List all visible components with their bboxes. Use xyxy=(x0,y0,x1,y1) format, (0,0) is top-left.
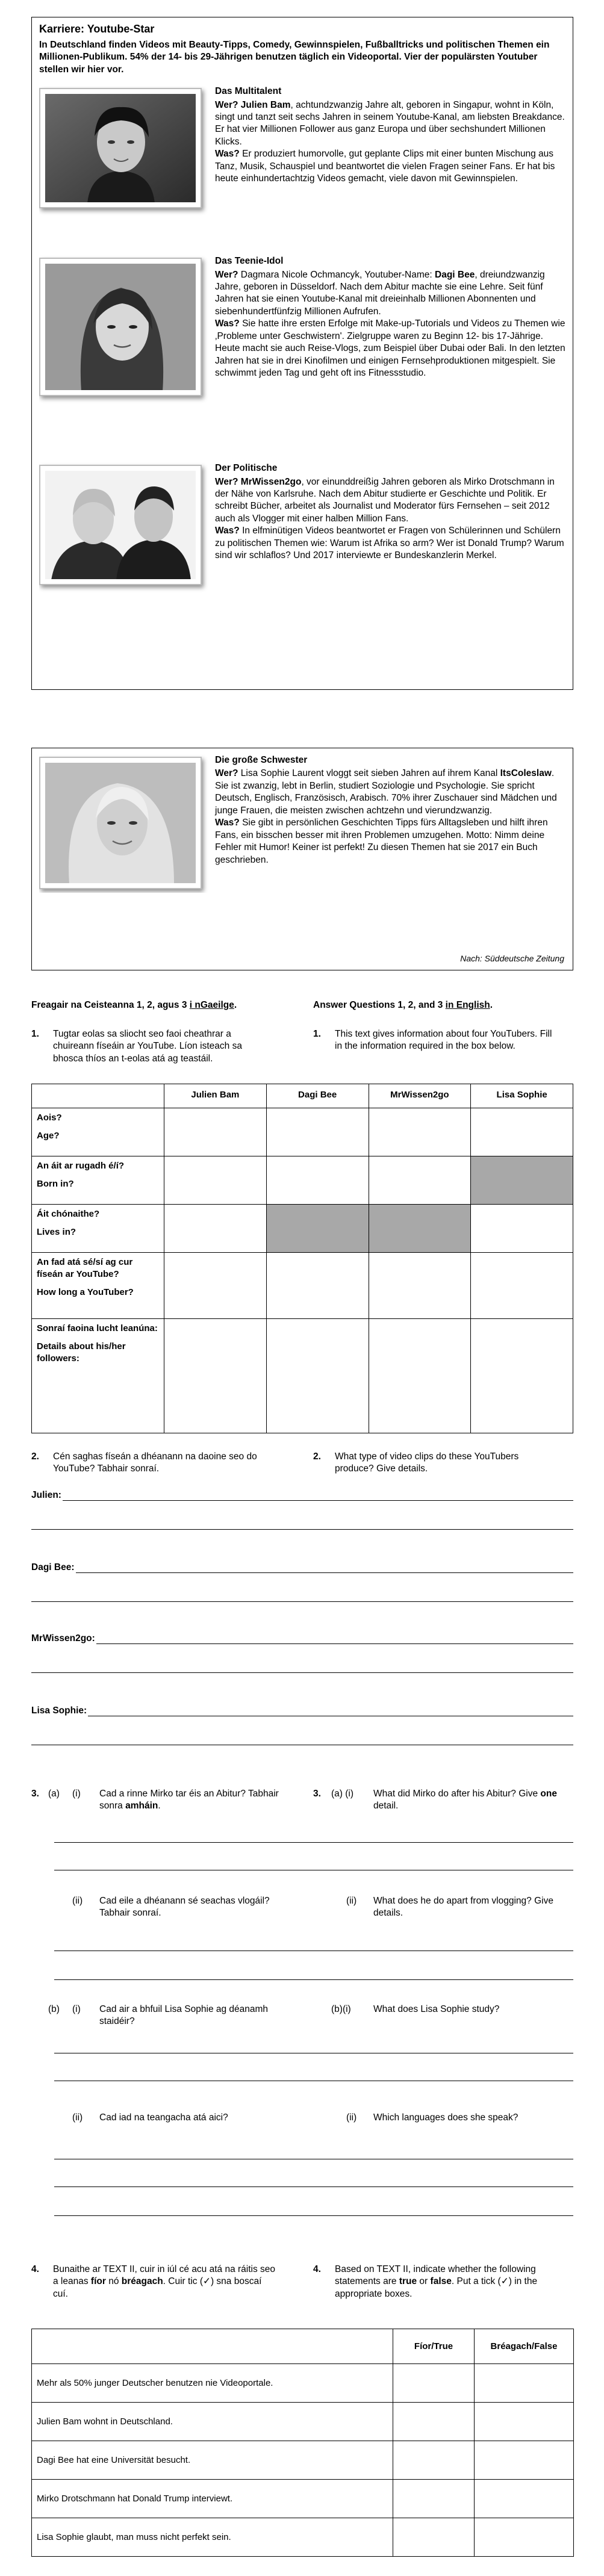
section-wer: Wer? MrWissen2go, vor einunddreißig Jahren geboren als Mirko Drotschmann in der Nähe von Karlsruhe. Nach dem Abitur studierte er Geschichte und Politik. Er schreibt Bücher, arbeitet als Journalist und Moderator fürs Fernsehen – seit 2012 auch als Vlogger mit einer halben Million Fans. xyxy=(215,476,555,524)
true-tick-box[interactable] xyxy=(393,2441,475,2480)
section-heading: Das Teenie-Idol xyxy=(215,256,284,267)
mrwissen2go-photo xyxy=(39,465,202,585)
shaded-cell xyxy=(266,1205,369,1253)
q3-bii-english: Which languages does she speak? xyxy=(373,2112,518,2123)
section-was: Was? Sie gibt in persönlichen Geschichten Tipps fürs Alltagsleben und hilft ihren Fans, ein bisschen besser mit ihren Problemen umzugehen. Motto: Nimm deine Fehler mit Humor! Keiner ist perfekt! Zu diesen Themen hat sie 2017 ein Buch geschrieben. xyxy=(215,818,548,865)
q4-irish: 4. Bunaithe ar TEXT II, cuir in iúl cé acu atá na ráitis seo a leanas fíor nó bréagach. Cuir tic (✓) sna boscaí cuí. xyxy=(31,2264,276,2299)
portrait-two-people-image xyxy=(45,471,196,579)
answer-line[interactable] xyxy=(54,2186,573,2187)
true-column-header: Fíor/True xyxy=(393,2329,475,2364)
section-wer: Wer? Julien Bam, achtundzwanzig Jahre alt, geboren in Singapur, wohnt in Köln, singt und tanzt seit sechs Jahren in seinem Youtube-Kanal, am liebsten Breakdance. Er hat vier Millionen Follower aus ganz Europa und über sechshundert Millionen Klicks. xyxy=(215,99,565,147)
instruction-english: Answer Questions 1, 2, and 3 in English. xyxy=(313,1000,493,1010)
false-tick-box[interactable] xyxy=(475,2480,574,2518)
section-heading: Die große Schwester xyxy=(215,755,308,765)
statement-text: Dagi Bee hat eine Universität besucht. xyxy=(32,2441,393,2480)
answer-cell[interactable] xyxy=(266,1156,369,1205)
q3-b-right: (b)(i) xyxy=(331,2004,351,2014)
instruction-irish: Freagair na Ceisteanna 1, 2, agus 3 i nGaeilge. xyxy=(31,1000,237,1010)
answer-cell[interactable] xyxy=(266,1319,369,1433)
section-grosse-schwester xyxy=(39,754,565,893)
answer-cell[interactable] xyxy=(164,1156,267,1205)
dagi-bee-photo xyxy=(39,258,202,396)
text-box-1 xyxy=(31,17,573,690)
youtuber-name: ItsColeslaw xyxy=(500,768,552,779)
answer-cell[interactable] xyxy=(471,1205,573,1253)
statement-row xyxy=(32,2364,574,2403)
q3-aii-irish: Cad eile a dhéanann sé seachas vlogáil? Tabhair sonraí. xyxy=(99,1896,270,1919)
answer-cell[interactable] xyxy=(471,1253,573,1319)
q4-english: 4. Based on TEXT II, indicate whether the following statements are true or false. Put a tick (✓) in the appropriate boxes. xyxy=(313,2264,538,2299)
q3-ai-irish: Cad a rinne Mirko tar éis an Abitur? Tabhair sonra amháin. xyxy=(99,1789,279,1811)
statement-row xyxy=(32,2403,574,2441)
julien-label: Julien: xyxy=(31,1489,63,1501)
answer-line[interactable] xyxy=(31,1572,573,1573)
true-tick-box[interactable] xyxy=(393,2364,475,2403)
answer-line[interactable] xyxy=(31,1601,573,1602)
table-row-age: Aois? Age? xyxy=(32,1108,573,1156)
true-tick-box[interactable] xyxy=(393,2480,475,2518)
lisa-sophie-photo xyxy=(39,757,202,889)
lisa-sophie-label: Lisa Sophie: xyxy=(31,1705,88,1717)
article-intro: In Deutschland finden Videos mit Beauty-Tipps, Comedy, Gewinnspielen, Fußballtricks und politischen Themen ein Millionen-Publikum. 54% der 14- bis 29-Jährigen benutzen täglich ein Videoportal. Vier der populärsten Youtuber stellen wir hier vor. xyxy=(39,39,550,75)
statement-row xyxy=(32,2480,574,2518)
answer-cell[interactable] xyxy=(164,1108,267,1156)
q3-ai-english: What did Mirko do after his Abitur? Give one detail. xyxy=(373,1789,557,1811)
youtuber-name: Dagi Bee xyxy=(435,269,475,280)
statement-text: Mehr als 50% junger Deutscher benutzen nie Videoportale. xyxy=(32,2364,393,2403)
shaded-cell xyxy=(471,1156,573,1205)
answer-cell[interactable] xyxy=(164,1205,267,1253)
answer-cell[interactable] xyxy=(164,1253,267,1319)
portrait-woman-image xyxy=(45,264,196,390)
answer-cell[interactable] xyxy=(266,1253,369,1319)
q3-aii-num: (ii) xyxy=(72,1896,83,1906)
table-row-born: An áit ar rugadh é/í? Born in? xyxy=(32,1156,573,1205)
mrwissen2go-label: MrWissen2go: xyxy=(31,1633,96,1645)
q1-english: 1. This text gives information about four YouTubers. Fill in the information required in the box below. xyxy=(313,1029,552,1052)
section-was: Was? Sie hatte ihre ersten Erfolge mit Make-up-Tutorials und Videos zu Themen wie ‚Probleme unter Geschwistern'. Zielgruppe waren zu Beginn 12- bis 17-Jährige. Heute macht sie auch Reise-Vlogs, zum Beispiel über Dubai oder Bali. In den letzten Jahren hat sie in drei Kinofilmen und einigen Fernsehproduktionen mitgespielt. Sie schwimmt jeden Tag und geht oft ins Fitnessstudio. xyxy=(215,318,565,379)
youtuber-name: Julien Bam xyxy=(240,99,291,110)
false-tick-box[interactable] xyxy=(475,2403,574,2441)
q3-bi-english: What does Lisa Sophie study? xyxy=(373,2004,500,2014)
section-wer: Wer? Dagmara Nicole Ochmancyk, Youtuber-Name: Dagi Bee, dreiundzwanzig Jahre, geboren in Düsseldorf. Nach dem Abitur machte sie eine Lehre. Seit fünf Jahren hat sie einen Youtube-Kanal mit dreieinhalb Millionen Abonnenten und siebenhundertfünfzig Millionen Aufrufen. xyxy=(215,269,545,317)
text-box-2 xyxy=(31,748,573,970)
true-tick-box[interactable] xyxy=(393,2403,475,2441)
answer-line[interactable] xyxy=(31,1500,573,1501)
table-header: Julien Bam xyxy=(164,1084,267,1108)
statement-text: Mirko Drotschmann hat Donald Trump interviewt. xyxy=(32,2480,393,2518)
false-tick-box[interactable] xyxy=(475,2441,574,2480)
answer-line[interactable] xyxy=(54,1979,573,1980)
table-row-duration: An fad atá sé/sí ag cur físeán ar YouTube? How long a YouTuber? xyxy=(32,1253,573,1319)
article-title: Karriere: Youtube-Star xyxy=(39,23,155,35)
section-was: Was? In elfminütigen Videos beantwortet er Fragen von Schülerinnen und Schülern zu politischen Themen wie: Warum ist Afrika so arm? Wer ist Donald Trump? Warum sind wir schlaflos? Und 2017 interviewte er Bundeskanzlerin Merkel. xyxy=(215,526,564,561)
answer-cell[interactable] xyxy=(266,1108,369,1156)
section-was: Was? Er produziert humorvolle, gut geplante Clips mit einer bunten Mischung aus Tanz, Musik, Schauspiel und beantwortet die vielen Fragen seiner Fans. Er hat bis heute einhundertachtzig Videos gemacht, viele davon mit Gewinnspielen. xyxy=(215,149,555,184)
q3-aii-num-right: (ii) xyxy=(346,1896,357,1906)
q2-english: 2. What type of video clips do these YouTubers produce? Give details. xyxy=(313,1451,519,1474)
answer-line[interactable] xyxy=(54,2215,573,2216)
statement-text: Julien Bam wohnt in Deutschland. xyxy=(32,2403,393,2441)
q4-true-false-table xyxy=(31,2329,574,2557)
answer-line[interactable] xyxy=(31,1529,573,1530)
portrait-man-image xyxy=(45,94,196,202)
false-tick-box[interactable] xyxy=(475,2364,574,2403)
answer-line[interactable] xyxy=(54,1842,573,1843)
table-header: Lisa Sophie xyxy=(471,1084,573,1108)
q3-a-label: (a) xyxy=(48,1789,60,1799)
statement-row xyxy=(32,2518,574,2557)
false-column-header: Bréagach/False xyxy=(475,2329,574,2364)
answer-cell[interactable] xyxy=(471,1319,573,1433)
q3-bii-num-right: (ii) xyxy=(346,2112,357,2123)
julien-bam-photo xyxy=(39,88,202,208)
table-header: MrWissen2go xyxy=(369,1084,471,1108)
false-tick-box[interactable] xyxy=(475,2518,574,2557)
q1-irish: 1. Tugtar eolas sa sliocht seo faoi cheathrar a chuireann físeáin ar YouTube. Líon isteach sa bhosca thíos an t-eolas atá ag teastáil. xyxy=(31,1029,242,1064)
section-politische xyxy=(39,462,565,655)
table-row-followers: Sonraí faoina lucht leanúna: Details about his/her followers: xyxy=(32,1319,573,1433)
q3-bi-num: (i) xyxy=(72,2004,81,2014)
dagi-bee-label: Dagi Bee: xyxy=(31,1562,76,1574)
answer-cell[interactable] xyxy=(369,1319,471,1433)
answer-line[interactable] xyxy=(31,1643,573,1644)
answer-cell[interactable] xyxy=(369,1156,471,1205)
answer-cell[interactable] xyxy=(164,1319,267,1433)
statement-row xyxy=(32,2441,574,2480)
q3-number-right: 3. xyxy=(313,1789,321,1799)
q3-ai-num: (i) xyxy=(72,1789,81,1799)
youtuber-name: MrWissen2go xyxy=(240,476,302,487)
section-heading: Das Multitalent xyxy=(215,86,282,97)
q1-info-table xyxy=(31,1084,573,1433)
shaded-cell xyxy=(369,1205,471,1253)
table-header: Dagi Bee xyxy=(266,1084,369,1108)
answer-cell[interactable] xyxy=(471,1108,573,1156)
true-tick-box[interactable] xyxy=(393,2518,475,2557)
statement-text: Lisa Sophie glaubt, man muss nicht perfekt sein. xyxy=(32,2518,393,2557)
q3-b-label: (b) xyxy=(48,2004,60,2014)
q3-a-right: (a) (i) xyxy=(331,1789,354,1799)
answer-line[interactable] xyxy=(31,1672,573,1673)
answer-cell[interactable] xyxy=(369,1108,471,1156)
q3-bii-irish: Cad iad na teangacha atá aici? xyxy=(99,2112,228,2123)
q2-irish: 2. Cén saghas físeán a dhéanann na daoine seo do YouTube? Tabhair sonraí. xyxy=(31,1451,257,1474)
table-row-lives: Áit chónaithe? Lives in? xyxy=(32,1205,573,1253)
q3-number: 3. xyxy=(31,1789,39,1799)
section-wer: Wer? Lisa Sophie Laurent vloggt seit sieben Jahren auf ihrem Kanal ItsColeslaw. Sie ist zwanzig, lebt in Berlin, studiert Soziologie und Psychologie. Sie spricht Deutsch, Englisch, Französisch, Arabisch. 70% ihrer Zuschauer sind Mädchen und junge Frauen, die meisten zwischen achtzehn und vierundzwanzig. xyxy=(215,768,557,816)
section-heading: Der Politische xyxy=(215,463,278,474)
q3-bii-num: (ii) xyxy=(72,2112,83,2123)
section-multitalent xyxy=(39,85,565,247)
q3-bi-irish: Cad air a bhfuil Lisa Sophie ag déanamh staidéir? xyxy=(99,2004,269,2027)
section-teenie-idol xyxy=(39,255,565,454)
portrait-woman-image xyxy=(45,763,196,883)
source-citation: Nach: Süddeutsche Zeitung xyxy=(460,953,564,963)
answer-cell[interactable] xyxy=(369,1253,471,1319)
q3-aii-english: What does he do apart from vlogging? Give details. xyxy=(373,1896,553,1919)
